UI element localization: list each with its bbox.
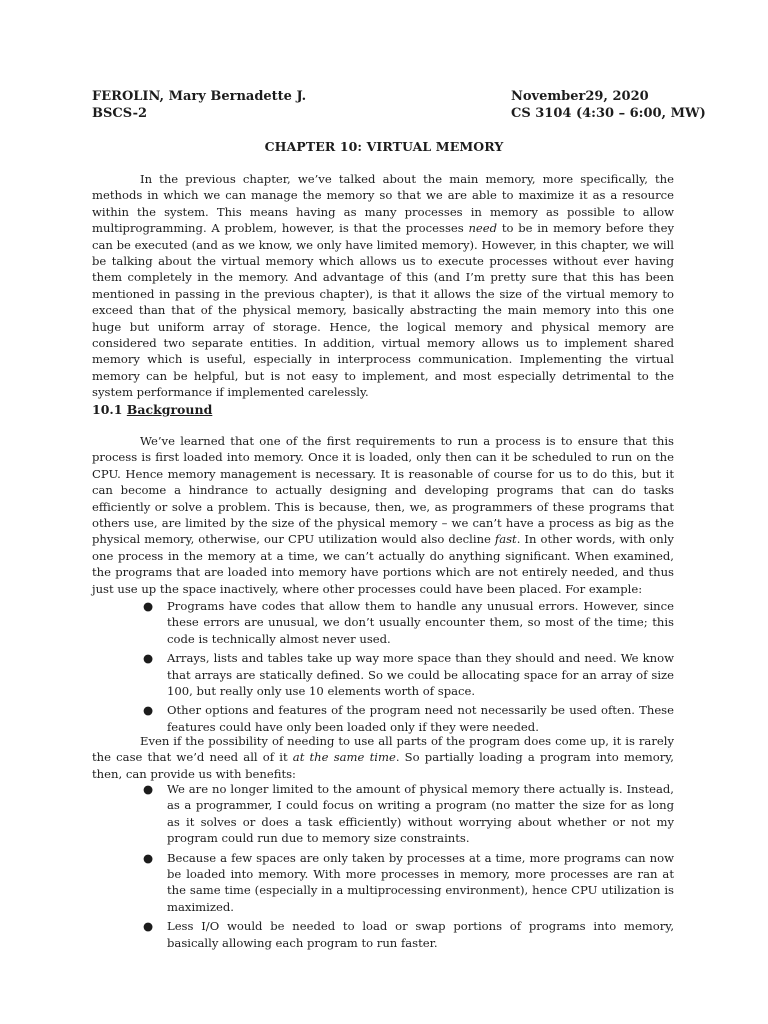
background-text-2: . In other words, with only one process in the memory at a time, we can’t actually do anything significant. When examined, the programs that are loaded into memory have portions which are not entirely needed, and thus just use up the space inactively, where other processes could have been placed. For example: — [92, 532, 674, 596]
examples-list — [92, 598, 674, 738]
author-section: BSCS-2 — [92, 106, 148, 121]
benefits-list — [92, 781, 674, 954]
list-item-text: We are no longer limited to the amount of physical memory there actually is. Instead, as a programmer, I could focus on writing a program (no matter the size for as long as it solves or does a task efficiently) without worrying about whether or not my program could run due to memory size constraints. — [167, 782, 674, 846]
bullet-icon: ● — [143, 782, 154, 796]
background-emphasis: fast — [494, 532, 517, 547]
section-number: 10.1 — [92, 402, 127, 417]
background-paragraph — [92, 433, 674, 597]
list-item — [92, 781, 674, 847]
intro-text-1: In the previous chapter, we’ve talked about the main memory, more specifically, the methods in which we can manage the memory so that we are able to maximize it as a resource within the system. This means having as many processes in memory as possible to allow multiprogramming. A problem, however, is that the processes — [92, 172, 674, 236]
intro-text-2: to be in memory before they can be executed (and as we know, we only have limited memory). However, in this chapter, we will be talking about the virtual memory which allows us to execute processes without ever having them completely in the memory. And advantage of this (and I’m pretty sure that this has been mentioned in passing in the previous chapter), is that it allows the size of the virtual memory to exceed than that of the physical memory, basically abstracting the main memory into this one huge but uniform array of storage. Hence, the logical memory and physical memory are considered two separate entities. In addition, virtual memory allows us to implement shared memory which is useful, especially in interprocess communication. Implementing the virtual memory can be helpful, but is not easy to implement, and most especially detrimental to the system performance if implemented carelessly. — [92, 221, 675, 400]
list-item-text: Because a few spaces are only taken by processes at a time, more programs can now be loaded into memory. With more processes in memory, more processes are ran at the same time (especially in a multiprocessing environment), hence CPU utilization is maximized. — [167, 850, 674, 914]
list-item — [92, 918, 674, 951]
bullet-icon: ● — [143, 850, 154, 865]
list-item — [92, 702, 674, 735]
intro-paragraph — [92, 171, 674, 401]
header-left — [92, 88, 306, 122]
section-heading — [92, 402, 212, 417]
background-text-1: We’ve learned that one of the first requirements to run a process is to ensure that this process is first loaded into memory. Once it is loaded, only then can it be scheduled to run on the CPU. Hence memory management is necessary. It is reasonable of course for us to do this, but it can become a hindrance to actually designing and developing programs that can do tasks efficiently or solve a problem. This is because, then, we, as programmers of these programs that others use, are limited by the size of the physical memory – we can’t have a process as big as the physical memory, otherwise, our CPU utilization would also decline — [92, 434, 674, 547]
list-item-text: Less I/O would be needed to load or swap portions of programs into memory, basically allowing each program to run faster. — [167, 919, 674, 950]
list-item — [92, 850, 674, 916]
document-date: November29, 2020 — [511, 89, 649, 104]
list-item — [92, 650, 674, 699]
course-info: CS 3104 (4:30 – 6:00, MW) — [511, 106, 706, 121]
partial-emphasis: at the same time — [292, 750, 396, 765]
partial-loading-paragraph — [92, 733, 674, 782]
author-name: FEROLIN, Mary Bernadette J. — [92, 89, 307, 104]
bullet-icon: ● — [143, 703, 154, 718]
intro-emphasis: need — [468, 221, 498, 236]
section-title: Background — [126, 402, 213, 417]
list-item-text: Other options and features of the program need not necessarily be used often. These features could have only been loaded only if they were needed. — [167, 703, 674, 734]
chapter-title: CHAPTER 10: VIRTUAL MEMORY — [264, 139, 504, 154]
bullet-icon: ● — [143, 651, 154, 666]
list-item — [92, 598, 674, 647]
header-right — [511, 88, 706, 122]
partial-text-2: . So partially loading a program into memory, then, can provide us with benefits: — [92, 750, 674, 781]
bullet-icon: ● — [143, 919, 154, 934]
list-item-text: Programs have codes that allow them to handle any unusual errors. However, since these errors are unusual, we don’t usually encounter them, so most of the time; this code is technically almost never used. — [167, 599, 674, 646]
partial-text-1: Even if the possibility of needing to use all parts of the program does come up, it is rarely the case that we’d need all of it — [92, 734, 674, 765]
bullet-icon: ● — [143, 599, 154, 613]
list-item-text: Arrays, lists and tables take up way more space than they should and need. We know that arrays are statically defined. So we could be allocating space for an array of size 100, but really only use 10 elements worth of space. — [167, 651, 674, 699]
